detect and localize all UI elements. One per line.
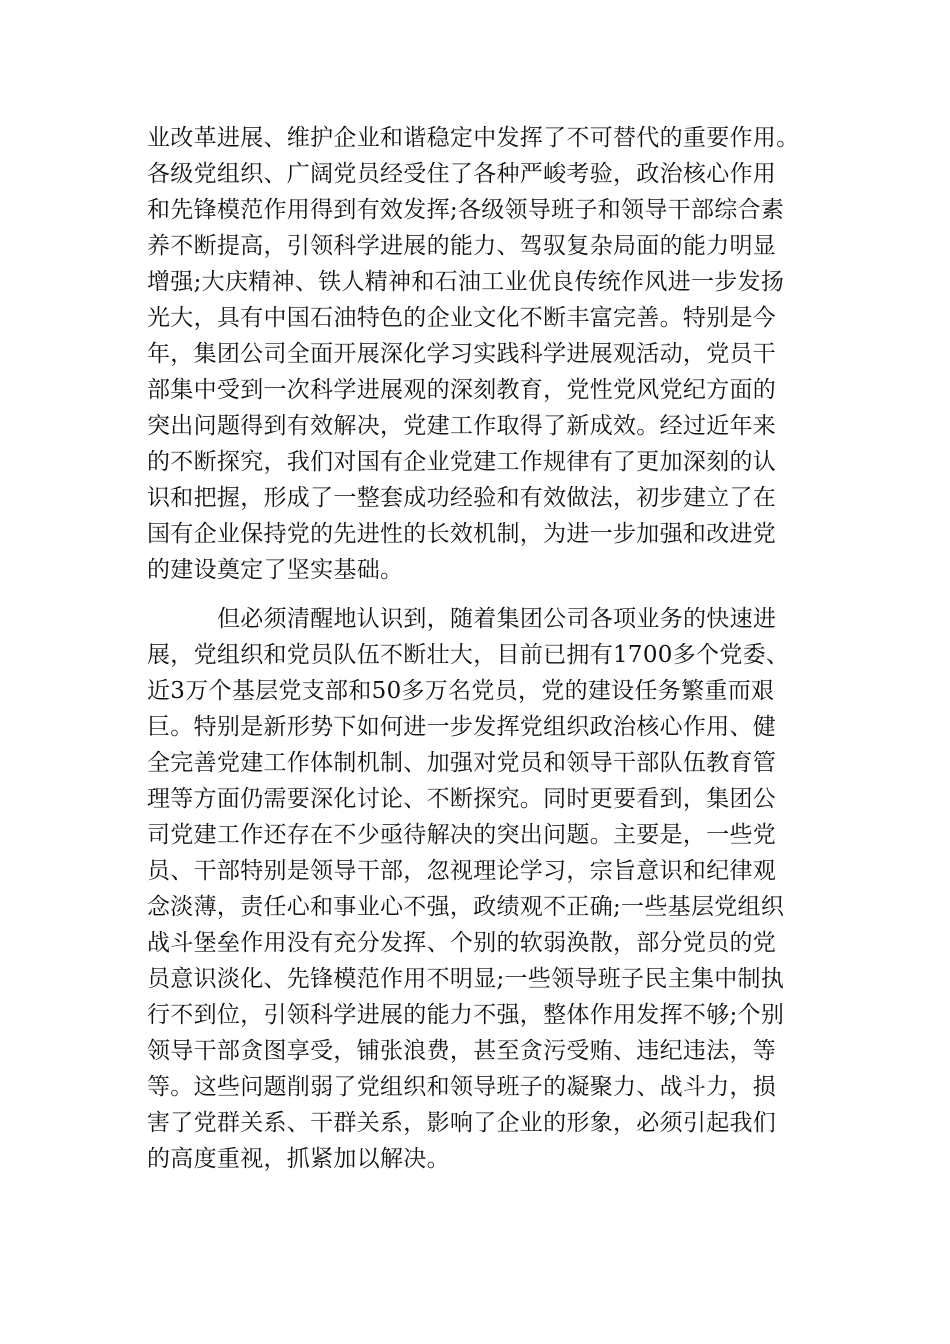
text-line: 光大，具有中国石油特色的企业文化不断丰富完善。特别是今 (147, 305, 777, 331)
text-line: 国有企业保持党的先进性的长效机制，为进一步加强和改进党 (147, 521, 777, 547)
text-line: 养不断提高，引领科学进展的能力、驾驭复杂局面的能力明显 (147, 233, 777, 259)
text-line: 展，党组织和党员队伍不断壮大，目前已拥有1700多个党委、 (147, 642, 790, 668)
text-line: 年，集团公司全面开展深化学习实践科学进展观活动，党员干 (147, 341, 777, 367)
text-line: 念淡薄，责任心和事业心不强，政绩观不正确;一些基层党组织 (147, 894, 785, 920)
text-line: 的高度重视，抓紧加以解决。 (147, 1146, 450, 1172)
text-line: 近3万个基层党支部和50多万名党员，党的建设任务繁重而艰 (147, 678, 775, 704)
text-line: 员、干部特别是领导干部，忽视理论学习，宗旨意识和纪律观 (147, 858, 777, 884)
text-line: 部集中受到一次科学进展观的深刻教育，党性党风党纪方面的 (147, 377, 777, 403)
text-line: 行不到位，引领科学进展的能力不强，整体作用发挥不够;个别 (147, 1002, 785, 1028)
text-line: 领导干部贪图享受，铺张浪费，甚至贪污受贿、违纪违法，等 (147, 1038, 777, 1064)
text-line: 全完善党建工作体制机制、加强对党员和领导干部队伍教育管 (147, 750, 777, 776)
text-line: 和先锋模范作用得到有效发挥;各级领导班子和领导干部综合素 (147, 197, 785, 223)
text-line: 突出问题得到有效解决，党建工作取得了新成效。经过近年来 (147, 413, 777, 439)
text-line: 等。这些问题削弱了党组织和领导班子的凝聚力、战斗力，损 (147, 1074, 777, 1100)
text-line: 战斗堡垒作用没有充分发挥、个别的软弱涣散，部分党员的党 (147, 930, 777, 956)
text-line: 理等方面仍需要深化讨论、不断探究。同时更要看到，集团公 (147, 786, 777, 812)
text-line: 的建设奠定了坚实基础。 (147, 557, 404, 583)
text-line: 司党建工作还存在不少亟待解决的突出问题。主要是，一些党 (147, 822, 777, 848)
text-line: 员意识淡化、先锋模范作用不明显;一些领导班子民主集中制执 (147, 966, 785, 992)
text-line: 业改革进展、维护企业和谐稳定中发挥了不可替代的重要作用。 (147, 125, 800, 151)
text-line: 巨。特别是新形势下如何进一步发挥党组织政治核心作用、健 (147, 714, 777, 740)
paragraph-first-line: 但必须清醒地认识到，随着集团公司各项业务的快速进 (217, 606, 777, 632)
text-line: 识和把握，形成了一整套成功经验和有效做法，初步建立了在 (147, 485, 777, 511)
text-line: 各级党组织、广阔党员经受住了各种严峻考验，政治核心作用 (147, 161, 777, 187)
text-line: 增强;大庆精神、铁人精神和石油工业优良传统作风进一步发扬 (147, 269, 785, 295)
text-line: 害了党群关系、干群关系，影响了企业的形象，必须引起我们 (147, 1110, 777, 1136)
text-line: 的不断探究，我们对国有企业党建工作规律有了更加深刻的认 (147, 449, 777, 475)
